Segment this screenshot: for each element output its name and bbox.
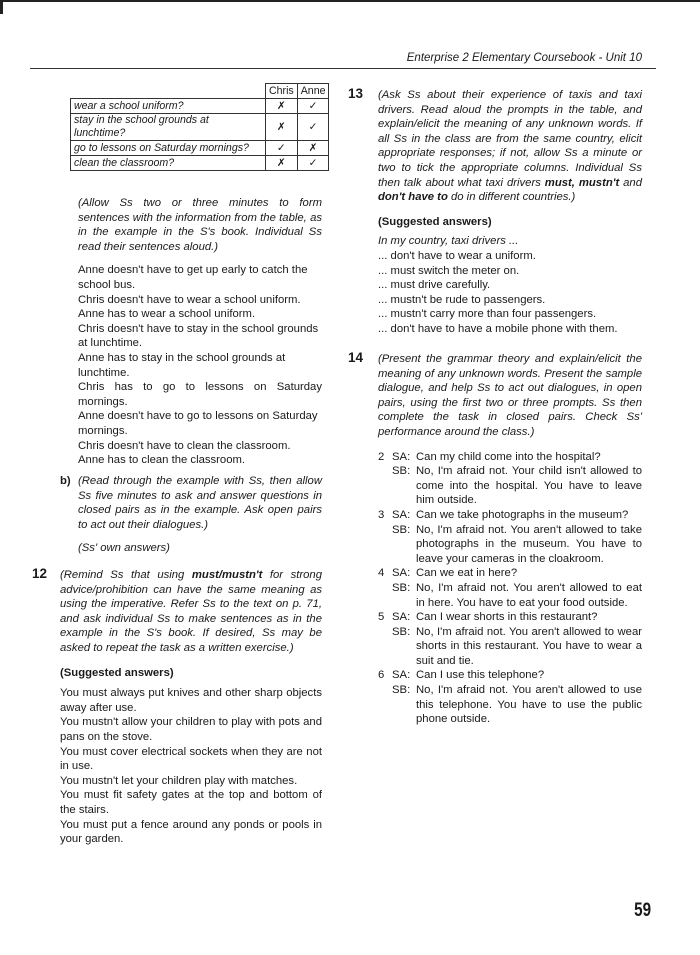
exercise-number: 12 bbox=[32, 566, 48, 581]
page-number: 59 bbox=[634, 900, 652, 921]
table-row bbox=[71, 156, 329, 171]
dialogue-line: No, I'm afraid not. You aren't allowed to use this telephone. You have to use the public phone outside. bbox=[416, 684, 642, 726]
answer-line: You must always put knives and other sharp objects away after use. bbox=[60, 687, 322, 714]
exercise-14-block bbox=[378, 352, 642, 727]
answer-line: Anne doesn't have to get up early to catch the school bus. bbox=[78, 264, 308, 291]
obligation-table bbox=[70, 83, 329, 171]
answer-line: Chris doesn't have to clean the classroom. bbox=[78, 439, 291, 452]
exercise-13-block bbox=[378, 88, 642, 337]
table-row bbox=[71, 141, 329, 156]
section-heading: (Suggested answers) bbox=[60, 666, 174, 679]
dialogue-line: Can we take photographs in the museum? bbox=[416, 508, 629, 521]
dialogue-number: 2 bbox=[378, 450, 385, 463]
answer-line: ... mustn't carry more than four passengers. bbox=[378, 308, 597, 321]
exercise-number: 13 bbox=[348, 86, 364, 101]
answer-lead: In my country, taxi drivers ... bbox=[378, 235, 519, 248]
exercise-12-block bbox=[60, 568, 322, 847]
header-rule bbox=[30, 68, 656, 69]
top-border bbox=[0, 0, 700, 2]
table-mark: ✗ bbox=[266, 156, 298, 171]
instruction-bold: don't have to bbox=[378, 191, 448, 204]
dialogue-line: No, I'm afraid not. You aren't allowed to eat in here. You have to eat your food outside. bbox=[416, 581, 642, 609]
table-question: clean the classroom? bbox=[71, 156, 266, 171]
answer-line: Anne has to clean the classroom. bbox=[78, 454, 246, 467]
answer-line: Anne doesn't have to go to lessons on Saturday mornings. bbox=[78, 410, 318, 437]
answer-line: Anne has to wear a school uniform. bbox=[78, 308, 256, 321]
answer-line: ... don't have to wear a uniform. bbox=[378, 249, 536, 262]
dialogue-line: Can my child come into the hospital? bbox=[416, 450, 601, 463]
table-question: stay in the school grounds at lunchtime? bbox=[71, 114, 266, 141]
instruction-part: (Ask Ss about their experience of taxis and taxi drivers. Read aloud the prompts in the table, and explain/elicit the meaning of any unknown words. If all Ss in the class are from the same country, elicit appropriate responses; if not, allow Ss a minute or two to tick the appropriate columns. Individual Ss then talk about what taxi drivers bbox=[378, 89, 642, 189]
exercise-11a-block bbox=[78, 196, 322, 468]
dialogue-line: No, I'm afraid not. You aren't allowed to wear shorts in this restaurant. You have to wear a suit and tie. bbox=[416, 625, 642, 667]
instruction-text: (Present the grammar theory and explain/elicit the meaning of any unknown words. Present the sample dialogue, and help Ss to act out dialogues, in open pairs, using the first two or three prompts. Ss then complete the task in closed pairs. Check Ss' performance around the class.) bbox=[378, 353, 642, 438]
instruction-part: (Remind Ss that using bbox=[60, 569, 192, 581]
answer-line: Chris doesn't have to stay in the school grounds at lunchtime. bbox=[78, 322, 319, 350]
speaker-label: SB: bbox=[392, 684, 411, 697]
answer-line: You mustn't allow your children to play with pots and pans on the stove. bbox=[60, 716, 322, 743]
speaker-label: SA: bbox=[392, 611, 411, 624]
dialogue-line: No, I'm afraid not. You aren't allowed to take photographs in the museum. You have to leave your cameras in the cloakroom. bbox=[416, 523, 642, 565]
column-header: Anne bbox=[297, 84, 329, 99]
table-mark: ✗ bbox=[297, 141, 329, 156]
answer-line: You must put a fence around any ponds or pools in your garden. bbox=[60, 818, 322, 846]
table-header-row bbox=[71, 84, 329, 99]
speaker-label: SB: bbox=[392, 581, 411, 594]
instruction-text: (Read through the example with Ss, then allow Ss five minutes to ask and answer questions in closed pairs as in the example. Ask open pairs to act out their dialogues.) bbox=[78, 475, 322, 531]
table-question: go to lessons on Saturday mornings? bbox=[71, 141, 266, 156]
dialogue-line: Can we eat in here? bbox=[416, 567, 518, 580]
instruction-bold: must/mustn't bbox=[191, 569, 263, 581]
speaker-label: SA: bbox=[392, 567, 411, 580]
answer-line: ... mustn't be rude to passengers. bbox=[378, 293, 546, 306]
instruction-part: for strong advice/prohibition can have the same meaning as using the imperative. Refer Ss to the text on p. 71, and ask individual Ss to make sentences as in the example in the S's book. If desired, Ss may be asked to repeat the task as a written exercise.) bbox=[60, 569, 322, 654]
table-mark: ✗ bbox=[266, 114, 298, 141]
answer-line: Chris has to go to lessons on Saturday mornings. bbox=[78, 381, 322, 408]
dialogue bbox=[378, 508, 642, 566]
answer-line: ... must switch the meter on. bbox=[378, 264, 520, 277]
dialogue-number: 5 bbox=[378, 611, 385, 624]
speaker-label: SB: bbox=[392, 465, 411, 478]
speaker-label: SB: bbox=[392, 523, 411, 536]
instruction-part: do in different countries.) bbox=[447, 191, 576, 204]
dialogue bbox=[378, 450, 642, 508]
dialogue-line: Can I wear shorts in this restaurant? bbox=[416, 611, 598, 624]
answer-line: (Ss' own answers) bbox=[78, 542, 170, 555]
table-mark: ✓ bbox=[297, 156, 329, 171]
answer-line: You must cover electrical sockets when they are not in use. bbox=[60, 745, 322, 773]
answer-line: ... don't have to have a mobile phone with them. bbox=[378, 322, 618, 335]
table-mark: ✓ bbox=[266, 141, 298, 156]
table-question: wear a school uniform? bbox=[71, 99, 266, 114]
table-mark: ✓ bbox=[297, 99, 329, 114]
dialogue-number: 6 bbox=[378, 669, 385, 682]
speaker-label: SA: bbox=[392, 669, 411, 682]
instruction-text bbox=[60, 568, 322, 656]
instruction-part: and bbox=[619, 176, 642, 189]
table-row bbox=[71, 99, 329, 114]
dialogue bbox=[378, 566, 642, 610]
instruction-text: (Allow Ss two or three minutes to form sentences with the information from the table, as in the example in the S's book. Individual Ss read their sentences aloud.) bbox=[78, 197, 322, 253]
section-heading: (Suggested answers) bbox=[378, 215, 492, 228]
instruction-bold: must, mustn't bbox=[544, 176, 620, 189]
speaker-label: SB: bbox=[392, 625, 411, 638]
column-header: Chris bbox=[266, 84, 298, 99]
dialogue bbox=[378, 610, 642, 668]
dialogue bbox=[378, 668, 642, 726]
answer-line: Anne has to stay in the school grounds at lunchtime. bbox=[78, 351, 286, 379]
answer-line: You must fit safety gates at the top and bottom of the stairs. bbox=[60, 789, 322, 816]
crop-mark bbox=[0, 0, 3, 14]
dialogue-number: 4 bbox=[378, 567, 385, 580]
answer-line: ... must drive carefully. bbox=[378, 279, 491, 292]
table-mark: ✓ bbox=[297, 114, 329, 141]
dialogue-line: Can I use this telephone? bbox=[416, 669, 545, 682]
answer-line: Chris doesn't have to wear a school uniform. bbox=[78, 293, 301, 306]
table-mark: ✗ bbox=[266, 99, 298, 114]
table-row bbox=[71, 114, 329, 141]
running-header: Enterprise 2 Elementary Coursebook - Unit 10 bbox=[406, 52, 642, 64]
speaker-label: SA: bbox=[392, 450, 411, 463]
dialogue-line: No, I'm afraid not. Your child isn't allowed to come into the hospital. You have to leave him outside. bbox=[416, 465, 642, 507]
exercise-number: 14 bbox=[348, 350, 364, 365]
speaker-label: SA: bbox=[392, 508, 411, 521]
exercise-11b-block bbox=[78, 474, 322, 556]
answer-line: You mustn't let your children play with matches. bbox=[60, 774, 298, 787]
part-b-label: b) bbox=[60, 475, 71, 487]
dialogue-number: 3 bbox=[378, 508, 385, 521]
instruction-text bbox=[378, 88, 642, 205]
